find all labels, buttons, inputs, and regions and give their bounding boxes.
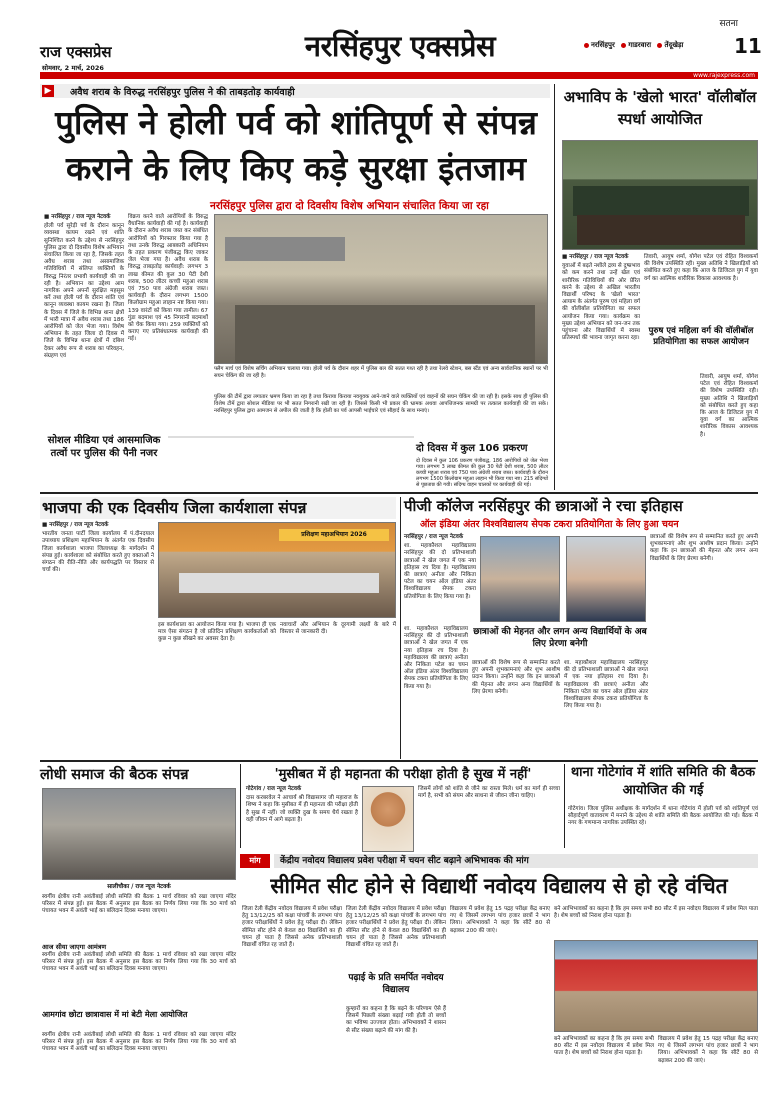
- page-title: नरसिंहपुर एक्सप्रेस: [304, 29, 496, 63]
- lead-subhead: नरसिंहपुर पुलिस द्वारा दो दिवसीय विशेष अभियान संचालित किया जा रहा: [210, 200, 489, 212]
- team-row: [573, 186, 749, 216]
- page-number: 11: [734, 34, 762, 58]
- lead-bottom-text: पुलिस की टीमें द्वारा लगातार भ्रमण किया जा रहा है तथा किराया किराया नवयुवक आने-जाने वाले व्यक्तियों एवं वाहनों की सघन चेकिंग की जा रही है। इसके साथ ही पुलिस की विशेष टीमें द्वारा सोशल मीडिया पर भी सतत निगरानी रखी जा रही है। जिससे किसी भी प्रकार की भ्रामक अथवा आपत्तिजनक सामग्री पर तत्काल कार्यवाही की जा सके। नरसिंहपुर पुलिस द्वारा आमजन से अपील की जाती है कि होली का पर्व आपसी भाईचारे एवं सौहार्द के साथ मनाएं।: [214, 394, 548, 415]
- college-callout: छात्राओं की मेहनत और लगन अन्य विद्यार्थियों के अब लिए प्रेरणा बनेगी: [473, 627, 647, 649]
- peace-headline: थाना गोटेगांव में शांति समिति की बैठक आयोजित की गई: [570, 765, 756, 798]
- stage-table: [179, 573, 379, 593]
- sports-text3: तिवारी, आयुष शर्मा, योगेश पटेल एवं रोहित विश्वकर्मा की विशेष उपस्थिति रही। मुख्य अतिथि ने खिलाड़ियों को संबोधित करते हुए कहा कि आज के डिजिटल युग में युवा वर्ग का आत्मिक शारीरिक विकास आवश्यक है।: [700, 374, 758, 438]
- issue-date: सोमवार, 2 मार्च, 2026: [42, 64, 104, 72]
- lodhi-text3: स्वर्गीय क्षेत्रीय रानी अवंतीबाई लोधी समिति की बैठक 1 मार्च रविवार को रखा जाएगा मंदिर परिसर में संपन्न हुई। इस बैठक में अनुसार इस बैठक का निर्णय लिया गया कि 30 मार्च को पंचायत भवन में अवंती भाई का बलिदान दिवस मनाया जाएगा।: [42, 1032, 236, 1053]
- lodhi-headline: लोधी समाज की बैठक संपन्न: [40, 767, 189, 783]
- college-text-cont2: छात्राओं की विशेष रूप से सम्मानित करते हुए अपनी शुभकामनाएं और शुभ आशीष प्रदान किया। उन्होंने कहा कि इन छात्राओं की मेहनत और लगन अन्य विद्यार्थियों के लिए प्रेरणा बनेगी।: [472, 660, 560, 695]
- workshop-headline: भाजपा की एक दिवसीय जिला कार्यशाला संपन्न: [40, 497, 396, 519]
- mahanta-col1: [246, 786, 358, 852]
- lead-byline: ■ नरसिंहपुर / राज न्यूज नेटवर्क: [44, 214, 111, 220]
- divider: [168, 436, 414, 438]
- college-headline: पीजी कॉलेज नरसिंहपुर की छात्राओं ने रचा इतिहास: [404, 497, 683, 515]
- student-photo-1: [480, 536, 560, 622]
- column-rule: [400, 497, 401, 759]
- photo-crowd: [235, 305, 535, 363]
- navodaya-text-b: जिला टेली केंद्रीय नवोदय विद्यालय में प्रवेश परीक्षा हेतु 13/12/25 को कक्षा पांचवीं के लगभग पांच हजार परीक्षार्थियों ने प्रवेश हेतु परीक्षा दी। लेकिन सीमित सीट होने से केवल 80 विद्यार्थियों का ही चयन हो पाता है जिससे अनेक प्रतिभाशाली विद्यार्थी वंचित रह जाते हैं।: [346, 906, 446, 949]
- section-rule: [40, 760, 758, 762]
- lead-photo: [214, 214, 548, 364]
- sports-text2: तिवारी, आयुष शर्मा, योगेश पटेल एवं रोहित विश्वकर्मा की विशेष उपस्थिति रही। मुख्य अतिथि ने खिलाड़ियों को संबोधित करते हुए कहा कि आज के डिजिटल युग में युवा वर्ग का आत्मिक शारीरिक विकास आवश्यक है।: [644, 254, 758, 282]
- brand-text: राज एक्सप्रेस: [40, 43, 112, 61]
- navodaya-callout: पढ़ाई के प्रति समर्पित नवोदय विद्यालय: [348, 973, 444, 995]
- college-byline: नरसिंहपुर / राज न्यूज नेटवर्क: [404, 534, 464, 540]
- navodaya-photo: [554, 940, 758, 1032]
- lead-headline: पुलिस ने होली पर्व को शांतिपूर्ण से संपन्न कराने के लिए किए कड़े सुरक्षा इंतजाम: [55, 103, 537, 188]
- section-rule: [40, 492, 758, 494]
- student-photo-2: [566, 536, 646, 622]
- navodaya-text: जिला टेली केंद्रीय नवोदय विद्यालय में प्रवेश परीक्षा हेतु 13/12/25 को कक्षा पांचवीं के लगभग पांच हजार परीक्षार्थियों ने प्रवेश हेतु परीक्षा दी। लेकिन सीमित सीट होने से केवल 80 विद्यार्थियों का ही चयन हो पाता है जिससे अनेक प्रतिभाशाली विद्यार्थी वंचित रह जाते हैं।: [242, 906, 342, 949]
- district-3: तेंदूखेड़ा: [664, 41, 684, 49]
- college-text2: छात्राओं की विशेष रूप से सम्मानित करते हुए अपनी शुभकामनाएं और शुभ आशीष प्रदान किया। उन्होंने कहा कि इन छात्राओं की मेहनत और लगन अन्य विद्यार्थियों के लिए प्रेरणा बनेगी।: [650, 534, 758, 562]
- workshop-banner: प्रशिक्षण महाअभियान 2026: [279, 529, 389, 541]
- peace-body: [568, 806, 758, 852]
- workshop-byline: ■ नरसिंहपुर / राज न्यूज नेटवर्क: [42, 522, 109, 528]
- navodaya-text3: विद्यालय में प्रवेश हेतु 15 पद्रह परीक्षा केंद्र बनाए गए थे जिसमें लगभग पांच हजार छात्रों ने भाग लिया। अभिभावकों ने कहा कि सीटें 80 से बढ़ाकर 200 की जाएं।: [450, 906, 550, 934]
- column-rule: [240, 764, 241, 848]
- mahanta-text2: जिसमें लोगों को शांति से जीने का रास्ता मिले। धर्म का मार्ग ही सच्चा मार्ग है, सभी को संयम और साधना से जीवन जीना चाहिए।: [418, 786, 560, 800]
- lodhi-sub2: आमगांव छोटा छात्रावास में मां बेटी मेला आयोजित: [42, 1010, 188, 1019]
- sports-photo: [562, 140, 758, 250]
- lead-photo-caption: फ्लैग मार्च एवं विशेष सर्चिंग अभियान चलाया गया। होली पर्व के दौरान शहर में पुलिस बल की सतत गश्त रही है तथा रेलवे स्टेशन, बस स्टैंड एवं अन्य सार्वजनिक स्थानों पर भी सघन चेकिंग की जा रही है।: [214, 366, 548, 380]
- lodhi-photo: [42, 788, 236, 880]
- website-url: www.rajexpress.com: [693, 72, 755, 79]
- mahanta-text: दास करबरवेल ने आचार्य श्री विद्यासागर जी महाराज के शिष्य ने कहा कि मुसीबत में ही महानता की परीक्षा होती है सुख में नहीं। जो व्यक्ति दुख के समय धैर्य रखता है वही जीवन में आगे बढ़ता है।: [246, 795, 358, 823]
- college-subhead: ऑल इंडिया अंतर विश्वविद्यालय सेपक टकरा प्रतियोगिता के लिए हुआ चयन: [420, 519, 679, 530]
- mahanta-photo: [362, 786, 414, 852]
- lead-kicker: अवैध शराब के विरुद्ध नरसिंहपुर पुलिस ने की ताबड़तोड़ कार्यवाही: [70, 87, 295, 98]
- navodaya-text2: कुम्हारों का कहना है कि बढ़ने के परिणाम ऐसे हैं जिसमें पिछली संख्या बढ़ाई गयी होती तो बच्चों का भविष्य उज्ज्वल होता। अभिभावकों ने शासन से सीट संख्या बढ़ाने की मांग की है।: [346, 1006, 446, 1034]
- column-rule: [554, 84, 555, 490]
- district-1: नरसिंहपुर: [591, 41, 615, 49]
- navodaya-text4: बने आभिभावकों का कहना है कि हम समय सभी 80 सीट में इस नवोदय विद्यालय में प्रवेश मिल पाता है। शेष बच्चों को निराश होना पड़ता है।: [554, 906, 758, 920]
- sports-headline: अभाविप के 'खेलो भारत' वॉलीबॉल स्पर्धा आयोजित: [563, 88, 757, 128]
- workshop-text3: नवाचारों और अभियान के दूरगामी लक्ष्यों के बारे में विस्तार से जानकारी दी।: [280, 622, 396, 636]
- lead-quote: सोशल मीडिया एवं आसमाजिक तत्वों पर पुलिस की पैनी नजर: [47, 435, 161, 459]
- team-row: [577, 215, 745, 245]
- college-text-cont: शा. महाकौशल महाविद्यालय नरसिंहपुर की दो प्रतिभाशाली छात्राओं ने खेल जगत में एक नया इतिहास रच दिया है। महाविद्यालय की छात्राएं अनीता और निकिता पटेल का चयन ऑल इंडिया अंतर विश्वविद्यालय सेपक टकरा प्रतियोगिता के लिए किया गया है।: [404, 626, 468, 690]
- lodhi-caption: सालीचौका / राज न्यूज नेटवर्क: [107, 884, 171, 890]
- column-rule: [564, 764, 565, 848]
- sports-col1: [562, 254, 640, 488]
- brand-name: [40, 42, 150, 64]
- kicker-arrow-icon: ▶: [42, 85, 54, 97]
- lead-box-text: दो दिवस में कुल 106 प्रकरण पंजीबद्ध, 186 आरोपियों को जेल भेजा गया। लगभग 3 लाख कीमत की कुल 30 पेटी देशी शराब, 500 लीटर कच्ची महुआ शराब एवं 750 पाव अंग्रेजी शराब जब्त। कार्यवाही के दौरान लगभग 1500 किलोग्राम महुआ लाहान भी किया गया नष्ट। 215 संदिग्धों से पूछताछ की गयी। संदिग्ध वाहन चालकों पर कार्यवाही की गई।: [416, 458, 548, 488]
- peace-text: गोटेगांव। जिला पुलिस अधीक्षक के मार्गदर्शन में थाना गोटेगांव में होली पर्व को शांतिपूर्ण एवं सौहार्दपूर्ण वातावरण में मनाने के उद्देश्य से शांति समिति की बैठक आयोजित की गई। बैठक में नगर के गणमान्य नागरिक उपस्थित रहे।: [568, 806, 758, 827]
- college-col1: [404, 534, 476, 624]
- lead-box-title: दो दिवस में कुल 106 प्रकरण: [416, 443, 528, 454]
- mahanta-headline: 'मुसीबत में ही महानता की परीक्षा होती है सुख में नहीं': [274, 767, 532, 782]
- photo-banner: [225, 237, 345, 261]
- bullet-icon: [621, 43, 626, 48]
- navodaya-tag: मांग: [240, 854, 270, 868]
- bullet-icon: [584, 43, 589, 48]
- sports-callout: पुरुष एवं महिला वर्ग की वॉलीबॉल प्रतियोगिता का सफल आयोजन: [644, 326, 758, 372]
- lead-col1-text: होली पर्व सुरेड़ी पर्व के दौरान कानून व्यवस्था कायम रखने एवं शांति सुनिश्चित करने के उद्देश्य से नरसिंहपुर पुलिस द्वारा दो दिवसीय विशेष अभियान संचालित किया जा रहा है, जिसके तहत अवैध शराब तथा असामाजिक गतिविधियों में संलिप्त व्यक्तियों के विरुद्ध निरंतर प्रभावी कार्यवाही की जा रही है। अभियान का उद्देश्य आम नागरिक अपने अपनों सुरक्षित महसूस करें तथा होली पर्व के दौरान शांति एवं कानून व्यवस्था कायम रखना है। जिला के दिवस में जिले के विभिन्न थाना क्षेत्रों में भारी मात्रा में अवैध शराब तथा 186 आरोपियों को जेल भेजा गया। विशेष अभियान के तहत जिला दो दिवस में जिले के विभिन्न थाना क्षेत्रों में दबिश देकर अवैध रूप से शराब का परिवहन, संग्रहण एवं: [44, 223, 124, 359]
- navodaya-text5: बने आभिभावकों का कहना है कि हम समय सभी 80 सीट में इस नवोदय विद्यालय में प्रवेश मिल पाता है। शेष बच्चों को निराश होना पड़ता है।: [554, 1036, 654, 1057]
- navodaya-headline: सीमित सीट होने से विद्यार्थी नवोदय विद्यालय से हो रहे वंचित: [270, 874, 728, 898]
- lodhi-sub1: आज सीया जाएगा आमंत्रण: [42, 943, 107, 951]
- lead-col2-text: विक्रय करने वाले आरोपियों के विरुद्ध वैधानिक कार्यवाही की गई है। कार्यवाही के दौरान अवैध शराब जब्त कर संबंधित आरोपियों को गिरफ्तार किया गया है तथा उनके विरुद्ध आबकारी अधिनियम के तहत प्रकरण पंजीबद्ध किए जाकर जेल भेजा गया है। अवैध शराब के विरुद्ध ताबड़तोड़ कार्यवाही: लगभग 3 लाख कीमत की कुल 30 पेटी देशी शराब, 500 लीटर कच्ची महुआ शराब एवं 750 पाव अंग्रेजी शराब जब्त। कार्यवाही के दौरान लगभग 1500 किलोग्राम महुआ लाहान नष्ट किया गया। 139 वारंटों को किया गया तामील। 67 गुंडा बदमाश एवं 45 निगरानी बदमाशों को चेक किया गया। 259 व्यक्तियों को कराए गए प्रतिबंधात्मक कार्यवाही की गई।: [128, 214, 208, 343]
- edition-city: सतना: [719, 19, 738, 29]
- navodaya-text6: विद्यालय में प्रवेश हेतु 15 पद्रह परीक्षा केंद्र बनाए गए थे जिसमें लगभग पांच हजार छात्रों ने भाग लिया। अभिभावकों ने कहा कि सीटें 80 से बढ़ाकर 200 की जाएं।: [658, 1036, 758, 1064]
- workshop-photo: [158, 522, 396, 618]
- workshop-text2: इस कार्यशाला का आयोजन किया गया है। भाजपा ही एक मात्र ऐसा संगठन है जो प्रतिदिन प्रशिक्षण कार्यकर्ताओं को कुछ न कुछ सीखने का अवसर देता है।: [158, 622, 276, 643]
- lodhi-text: स्वर्गीय क्षेत्रीय रानी अवंतीबाई लोधी समिति की बैठक 1 मार्च रविवार को रखा जाएगा मंदिर परिसर में संपन्न हुई। इस बैठक में अनुसार इस बैठक का निर्णय लिया गया कि 30 मार्च को पंचायत भवन में अवंती भाई का बलिदान दिवस मनाया जाएगा।: [42, 894, 236, 915]
- bullet-icon: [657, 43, 662, 48]
- navodaya-kicker: केंद्रीय नवोदय विद्यालय प्रवेश परीक्षा में चयन सीट बढ़ाने अभिभावक की मांग: [274, 854, 758, 868]
- mahanta-byline: गोटेगांव / राज न्यूज नेटवर्क: [246, 786, 302, 792]
- sports-byline: ■ नरसिंहपुर / राज न्यूज नेटवर्क: [562, 254, 629, 260]
- workshop-col1: [42, 522, 154, 758]
- college-text: शा. महाकौशल महाविद्यालय नरसिंहपुर की दो प्रतिभाशाली छात्राओं ने खेल जगत में एक नया इतिहास रच दिया है। महाविद्यालय की छात्राएं अनीता और निकिता पटेल का चयन ऑल इंडिया अंतर विश्वविद्यालय सेपक टकरा प्रतियोगिता के लिए किया गया है।: [404, 543, 476, 600]
- workshop-text: भारतीय जनता पार्टी जिला कार्यालय में पं.दीनदयाल उपाध्याय प्रशिक्षण महाभियान के अंतर्गत एक दिवसीय जिला कार्यशाला भाजपा जिलाध्यक्ष के मार्गदर्शन में संपन्न हुई। कार्यशाला को संबोधित करते हुए वक्ताओं ने संगठन की रीति-नीति और कार्यपद्धति पर विस्तार से चर्चा की।: [42, 531, 154, 574]
- district-list: [584, 41, 744, 53]
- college-text-cont3: शा. महाकौशल महाविद्यालय नरसिंहपुर की दो प्रतिभाशाली छात्राओं ने खेल जगत में एक नया इतिहास रच दिया है। महाविद्यालय की छात्राएं अनीता और निकिता पटेल का चयन ऑल इंडिया अंतर विश्वविद्यालय सेपक टकरा प्रतियोगिता के लिए किया गया है।: [564, 660, 648, 710]
- lodhi-text2: स्वर्गीय क्षेत्रीय रानी अवंतीबाई लोधी समिति की बैठक 1 मार्च रविवार को रखा जाएगा मंदिर परिसर में संपन्न हुई। इस बैठक में अनुसार इस बैठक का निर्णय लिया गया कि 30 मार्च को पंचायत भवन में अवंती भाई का बलिदान दिवस मनाया जाएगा।: [42, 952, 236, 973]
- district-2: गाडरवारा: [628, 41, 652, 49]
- sports-text: युवाओं में बढ़ते नशीले द्रव्य से दुष्प्रभाव को कम करने तथा उन्हें खेल एवं शारीरिक गतिविधियों की ओर प्रेरित करने के उद्देश्य से अखिल भारतीय विद्यार्थी परिषद के 'खेलो भारत' आयाम के अंतर्गत पुरुष एवं महिला वर्ग की वॉलीबॉल प्रतियोगिता का सफल आयोजन किया गया। कार्यक्रम का मुख्य उद्देश्य अभियान को जन-जन तक पहुंचाना और विद्यार्थियों में स्वस्थ प्रतिस्पर्धा की भावना जागृत करना रहा।: [562, 263, 640, 342]
